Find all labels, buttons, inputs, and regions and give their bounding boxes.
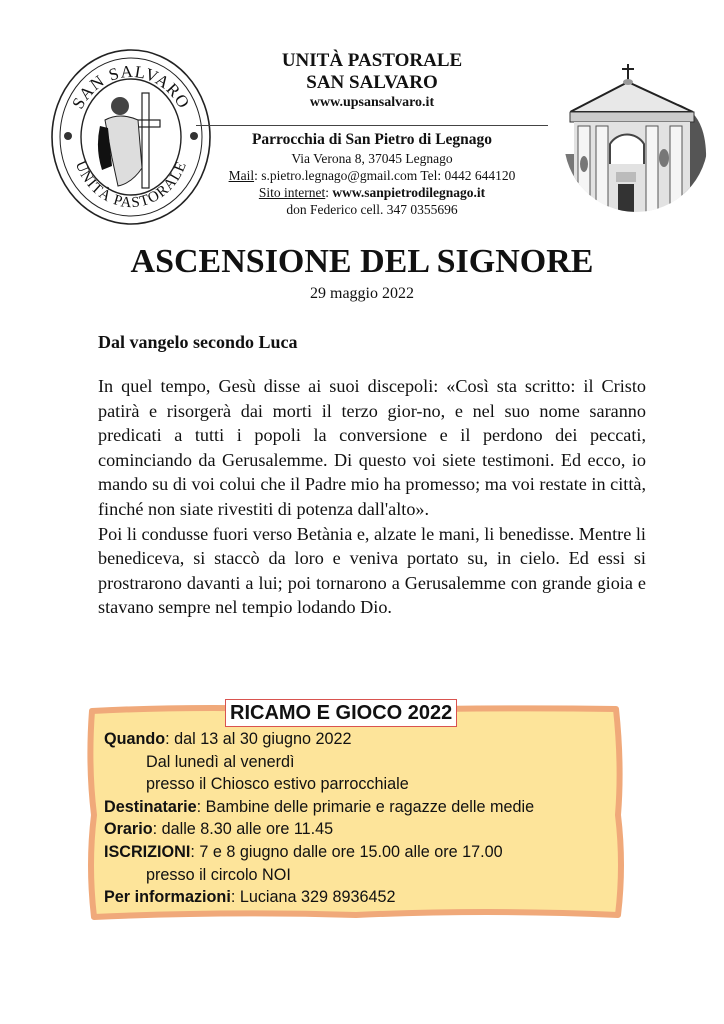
parish-site-line (196, 184, 548, 201)
page-date: 29 maggio 2022 (310, 285, 414, 302)
seal-bottom-text: UNITÀ PASTORALE (71, 158, 191, 212)
site-separator: : (325, 185, 333, 200)
notice-value: : Bambine delle primarie e ragazze delle medie (196, 797, 535, 816)
org-title-line1: UNITÀ PASTORALE (281, 50, 463, 71)
notice-row-registration-place (104, 864, 534, 887)
org-title (196, 50, 548, 94)
svg-text:SAN SALVARO (68, 62, 194, 112)
notice-label: Per informazioni (104, 888, 231, 907)
mail-and-phone[interactable]: : s.pietro.legnago@gmail.com Tel: 0442 644120 (254, 168, 516, 183)
gospel-paragraph: In quel tempo, Gesù disse ai suoi discepoli: «Così sta scritto: il Cristo patirà e risorgerà dai morti il terzo gior-no, e nel suo nome saranno predicati a tutti i popoli la conversione e il perdono dei peccati, cominciando da Gerusalemme. Di questo voi siete testimoni. Ed ecco, io mando su di voi colui che il Padre mio ha promesso; ma voi restate in città, finché non siate rivestiti di potenza dall'alto». (98, 376, 646, 519)
notice-value: : 7 e 8 giugno dalle ore 15.00 alle ore 17.00 (190, 842, 503, 861)
notice-label: Quando (104, 730, 166, 748)
org-website-link[interactable]: www.upsansalvaro.it (309, 95, 435, 110)
mail-label: Mail (228, 168, 255, 183)
notice-row-when (104, 728, 534, 751)
notice-label: ISCRIZIONI (104, 842, 191, 861)
notice-label: Destinatarie (104, 797, 197, 816)
page-title: ASCENSIONE DEL SIGNORE (130, 243, 594, 280)
parish-website-link[interactable]: www.sanpietrodilegnago.it (332, 185, 486, 200)
notice-value: presso il Chiosco estivo parrocchiale (146, 775, 409, 794)
notice-value: presso il circolo NOI (146, 865, 291, 884)
notice-label: Orario (104, 820, 153, 839)
notice-row-hours (104, 818, 534, 841)
header-divider (196, 125, 548, 126)
notice-row-place (104, 773, 534, 796)
org-title-line2: SAN SALVARO (306, 72, 438, 93)
notice-title: RICAMO E GIOCO 2022 (225, 699, 457, 727)
notice-row-days (104, 751, 534, 774)
notice-row-info (104, 886, 534, 909)
seal-top-text: SAN SALVARO (68, 61, 194, 113)
notice-value: : dalle 8.30 alle ore 11.45 (152, 820, 334, 839)
parish-seal-logo (50, 48, 212, 226)
notice-details (104, 728, 534, 909)
saint-figure-icon (98, 93, 160, 188)
parish-info (196, 130, 548, 218)
gospel-paragraph: Poi li condusse fuori verso Betània e, alzate le mani, li benedisse. Mentre li benediceva, si staccò da loro e veniva portato su, in cielo. Ed essi si prostrarono davanti a lui; poi tornarono a Gerusalemme con grande gioia e stavano sempre nel tempio lodando Dio. (98, 523, 646, 618)
priest-contact: don Federico cell. 347 0355696 (286, 202, 458, 217)
parish-address: Via Verona 8, 37045 Legnago (291, 151, 453, 166)
site-label: Sito internet (258, 185, 326, 200)
gospel-text (98, 374, 646, 620)
parish-contact-line (196, 167, 548, 184)
gospel-heading: Dal vangelo secondo Luca (98, 332, 298, 352)
notice-value: : Luciana 329 8936452 (230, 888, 396, 907)
notice-row-registration (104, 841, 534, 864)
notice-value: : dal 13 al 30 giugno 2022 (165, 730, 352, 748)
notice-value: Dal lunedì al venerdì (146, 752, 295, 771)
church-facade-photo (558, 44, 718, 214)
notice-row-audience (104, 796, 534, 819)
parish-name: Parrocchia di San Pietro di Legnago (251, 131, 493, 148)
